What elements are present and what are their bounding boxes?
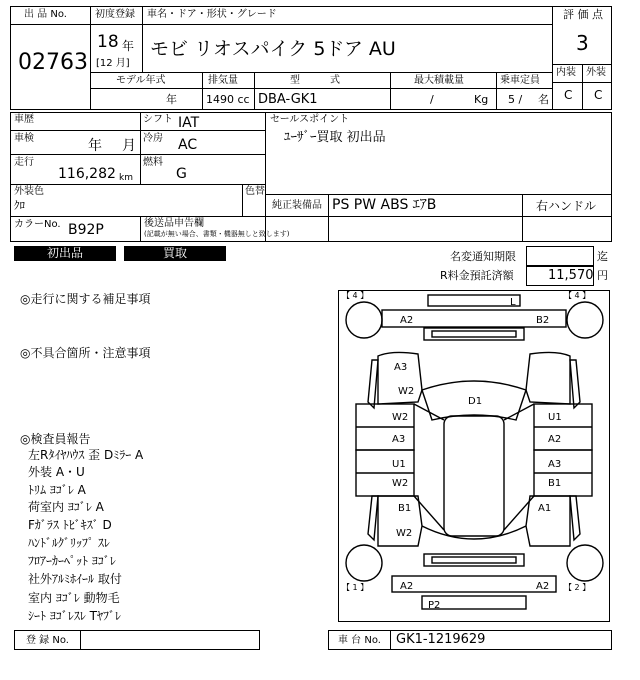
first-listing-badge: 初出品	[14, 246, 116, 261]
center-roof	[444, 416, 504, 536]
color-change-label: 色替	[245, 186, 265, 197]
front-inner	[424, 554, 524, 566]
chassis-number: GK1-1219629	[396, 632, 486, 647]
history-label: 車歴	[14, 114, 34, 125]
inspector-line: ﾌﾛｱｰｶｰﾍﾟｯﾄ ﾖｺﾞﾚ	[28, 554, 116, 568]
vehicle-label: 車名・ドア・形状・グレード	[147, 9, 277, 20]
inspection-year-unit: 年	[88, 138, 102, 154]
displacement-value: 1490 cc	[206, 93, 250, 106]
model-code: DBA-GK1	[258, 92, 318, 107]
front-bumper	[392, 576, 556, 592]
post-report-note: (記載が無い場合、書類・機器無しと致します)	[144, 230, 290, 238]
capacity-unit: 名	[538, 93, 549, 106]
fuel-value: G	[176, 166, 187, 182]
rear-inner	[424, 328, 524, 340]
capacity-label: 乗車定員	[500, 75, 540, 86]
max-load-unit: Kg	[474, 93, 489, 106]
recycle-amount: 11,570	[548, 268, 594, 283]
rear-bar-l	[428, 295, 520, 306]
chassis-label: 車 台 No.	[338, 635, 381, 646]
max-load-slash: /	[430, 93, 434, 106]
inspector-line: 社外ｱﾙﾐﾎｲｰﾙ 取付	[28, 572, 122, 586]
mark-A3-left: A3	[394, 362, 408, 373]
mark-A2-bottom-right: A2	[536, 581, 550, 592]
mileage-value: 116,282	[58, 166, 116, 182]
mark-D1: D1	[468, 396, 483, 407]
reg-no-label: 登 録 No.	[26, 635, 69, 646]
mark-A2-right: A2	[548, 434, 562, 445]
displacement-label: 排気量	[208, 75, 238, 86]
mark-B2-top: B2	[536, 315, 550, 326]
name-change-box	[526, 246, 594, 266]
model-year-unit: 年	[166, 93, 177, 106]
year-unit: 年	[122, 39, 135, 53]
first-reg-label: 初度登録	[95, 9, 135, 20]
inspector-line: 左Rﾀｲﾔﾊｳｽ 歪 Dﾐﾗｰ A	[28, 448, 144, 462]
exterior-color-label: 外装色	[14, 186, 44, 197]
mark-W2-left4: W2	[396, 528, 413, 539]
inspector-line: 外装 A・U	[28, 465, 85, 479]
mark-W2-left-hood: W2	[398, 386, 415, 397]
left-mirror	[368, 360, 378, 408]
mark-A3-left2: A3	[392, 434, 406, 445]
wheel-bottom-right	[567, 545, 603, 581]
shift-value: IAT	[178, 115, 200, 131]
lot-label: 出 品 No.	[24, 9, 67, 20]
buyback-badge: 買取	[124, 246, 226, 261]
fuel-label: 燃料	[143, 157, 163, 168]
type-label: 型 式	[290, 75, 340, 86]
sales-point-label: セールスポイント	[270, 114, 350, 125]
interior-grade: C	[564, 88, 573, 102]
mark-L: L	[510, 297, 516, 308]
inspection-month-unit: 月	[122, 138, 136, 154]
sales-point-value: ﾕｰｻﾞｰ買取 初出品	[284, 130, 386, 145]
inspector-line: 室内 ﾖｺﾞﾚ 動物毛	[28, 591, 120, 605]
diagram-marks	[392, 297, 562, 611]
name-change-unit: 迄	[597, 250, 608, 263]
reg-month: [12 月]	[96, 58, 130, 69]
corner-tr: 【 4 】	[564, 291, 591, 300]
name-change-label: 名変通知期限	[450, 250, 516, 263]
mark-U1-right: U1	[548, 412, 562, 423]
max-load-label: 最大積載量	[414, 75, 464, 86]
exterior-label: 外装	[586, 67, 606, 78]
inspector-title: ◎検査員報告	[20, 432, 91, 446]
score-label: 評 価 点	[563, 8, 603, 21]
equipment-value: PS PW ABS ｴｱB	[332, 197, 437, 213]
interior-label: 内装	[556, 67, 576, 78]
mark-B1-left: B1	[398, 503, 412, 514]
capacity-value: 5 /	[508, 93, 523, 106]
mark-P2: P2	[428, 600, 441, 611]
mark-B1-right: B1	[548, 478, 562, 489]
mark-A3-right: A3	[548, 459, 562, 470]
mileage-label: 走行	[14, 157, 34, 168]
mark-W2-left3: W2	[392, 478, 409, 489]
equipment-label: 純正装備品	[272, 200, 322, 211]
inspector-line: ｼｰﾄ ﾖｺﾞﾚｽﾚ Tﾔﾌﾞﾚ	[28, 609, 121, 623]
mark-A1-right: A1	[538, 503, 552, 514]
reg-year: 18	[97, 32, 119, 52]
color-no-label: カラーNo.	[14, 219, 61, 230]
steering-value: 右ハンドル	[536, 199, 597, 213]
right-mirror	[570, 360, 580, 408]
aircon-label: 冷房	[143, 133, 163, 144]
recycle-unit: 円	[597, 269, 608, 282]
mark-A2-bottom-left: A2	[400, 581, 414, 592]
lot-number: 02763	[18, 50, 88, 75]
post-report-label: 後送品申告欄	[144, 218, 204, 229]
exterior-color-value: ｸﾛ	[14, 199, 25, 212]
defects-notes-title: ◎不具合箇所・注意事項	[20, 346, 151, 360]
exterior-grade: C	[594, 88, 603, 102]
inspector-line: ﾊﾝﾄﾞﾙｸﾞﾘｯﾌﾟ ｽﾚ	[28, 536, 110, 550]
corner-bl: 【 1 】	[342, 583, 369, 592]
score-value: 3	[576, 31, 589, 55]
shift-label: シフト	[143, 114, 173, 125]
inspector-line: 荷室内 ﾖｺﾞﾚ A	[28, 500, 104, 514]
corner-tl: 【 4 】	[342, 291, 369, 300]
model-year-label: モデル年式	[116, 75, 166, 86]
inspection-label: 車検	[14, 133, 34, 144]
wheel-bottom-left	[346, 545, 382, 581]
driving-notes-title: ◎走行に関する補足事項	[20, 292, 151, 306]
mark-W2-left1: W2	[392, 412, 409, 423]
recycle-label: R料金預託済額	[440, 269, 514, 282]
corner-br: 【 2 】	[564, 583, 591, 592]
mark-U1-left: U1	[392, 459, 406, 470]
wheel-top-left	[346, 302, 382, 338]
vehicle-name: モビ リオスパイク 5ドア AU	[150, 38, 396, 60]
inspector-line: ﾄﾘﾑ ﾖｺﾞﾚ A	[28, 483, 86, 497]
color-no-value: B92P	[68, 222, 104, 238]
left-front-mirror	[368, 496, 378, 540]
right-front-mirror	[570, 496, 580, 540]
inspector-line: Fｶﾞﾗｽ ﾄﾋﾞｷｽﾞ D	[28, 518, 112, 532]
mileage-unit: km	[119, 173, 133, 183]
mark-A2-top: A2	[400, 315, 414, 326]
wheel-top-right	[567, 302, 603, 338]
car-diagram	[338, 290, 610, 622]
aircon-value: AC	[178, 137, 198, 153]
